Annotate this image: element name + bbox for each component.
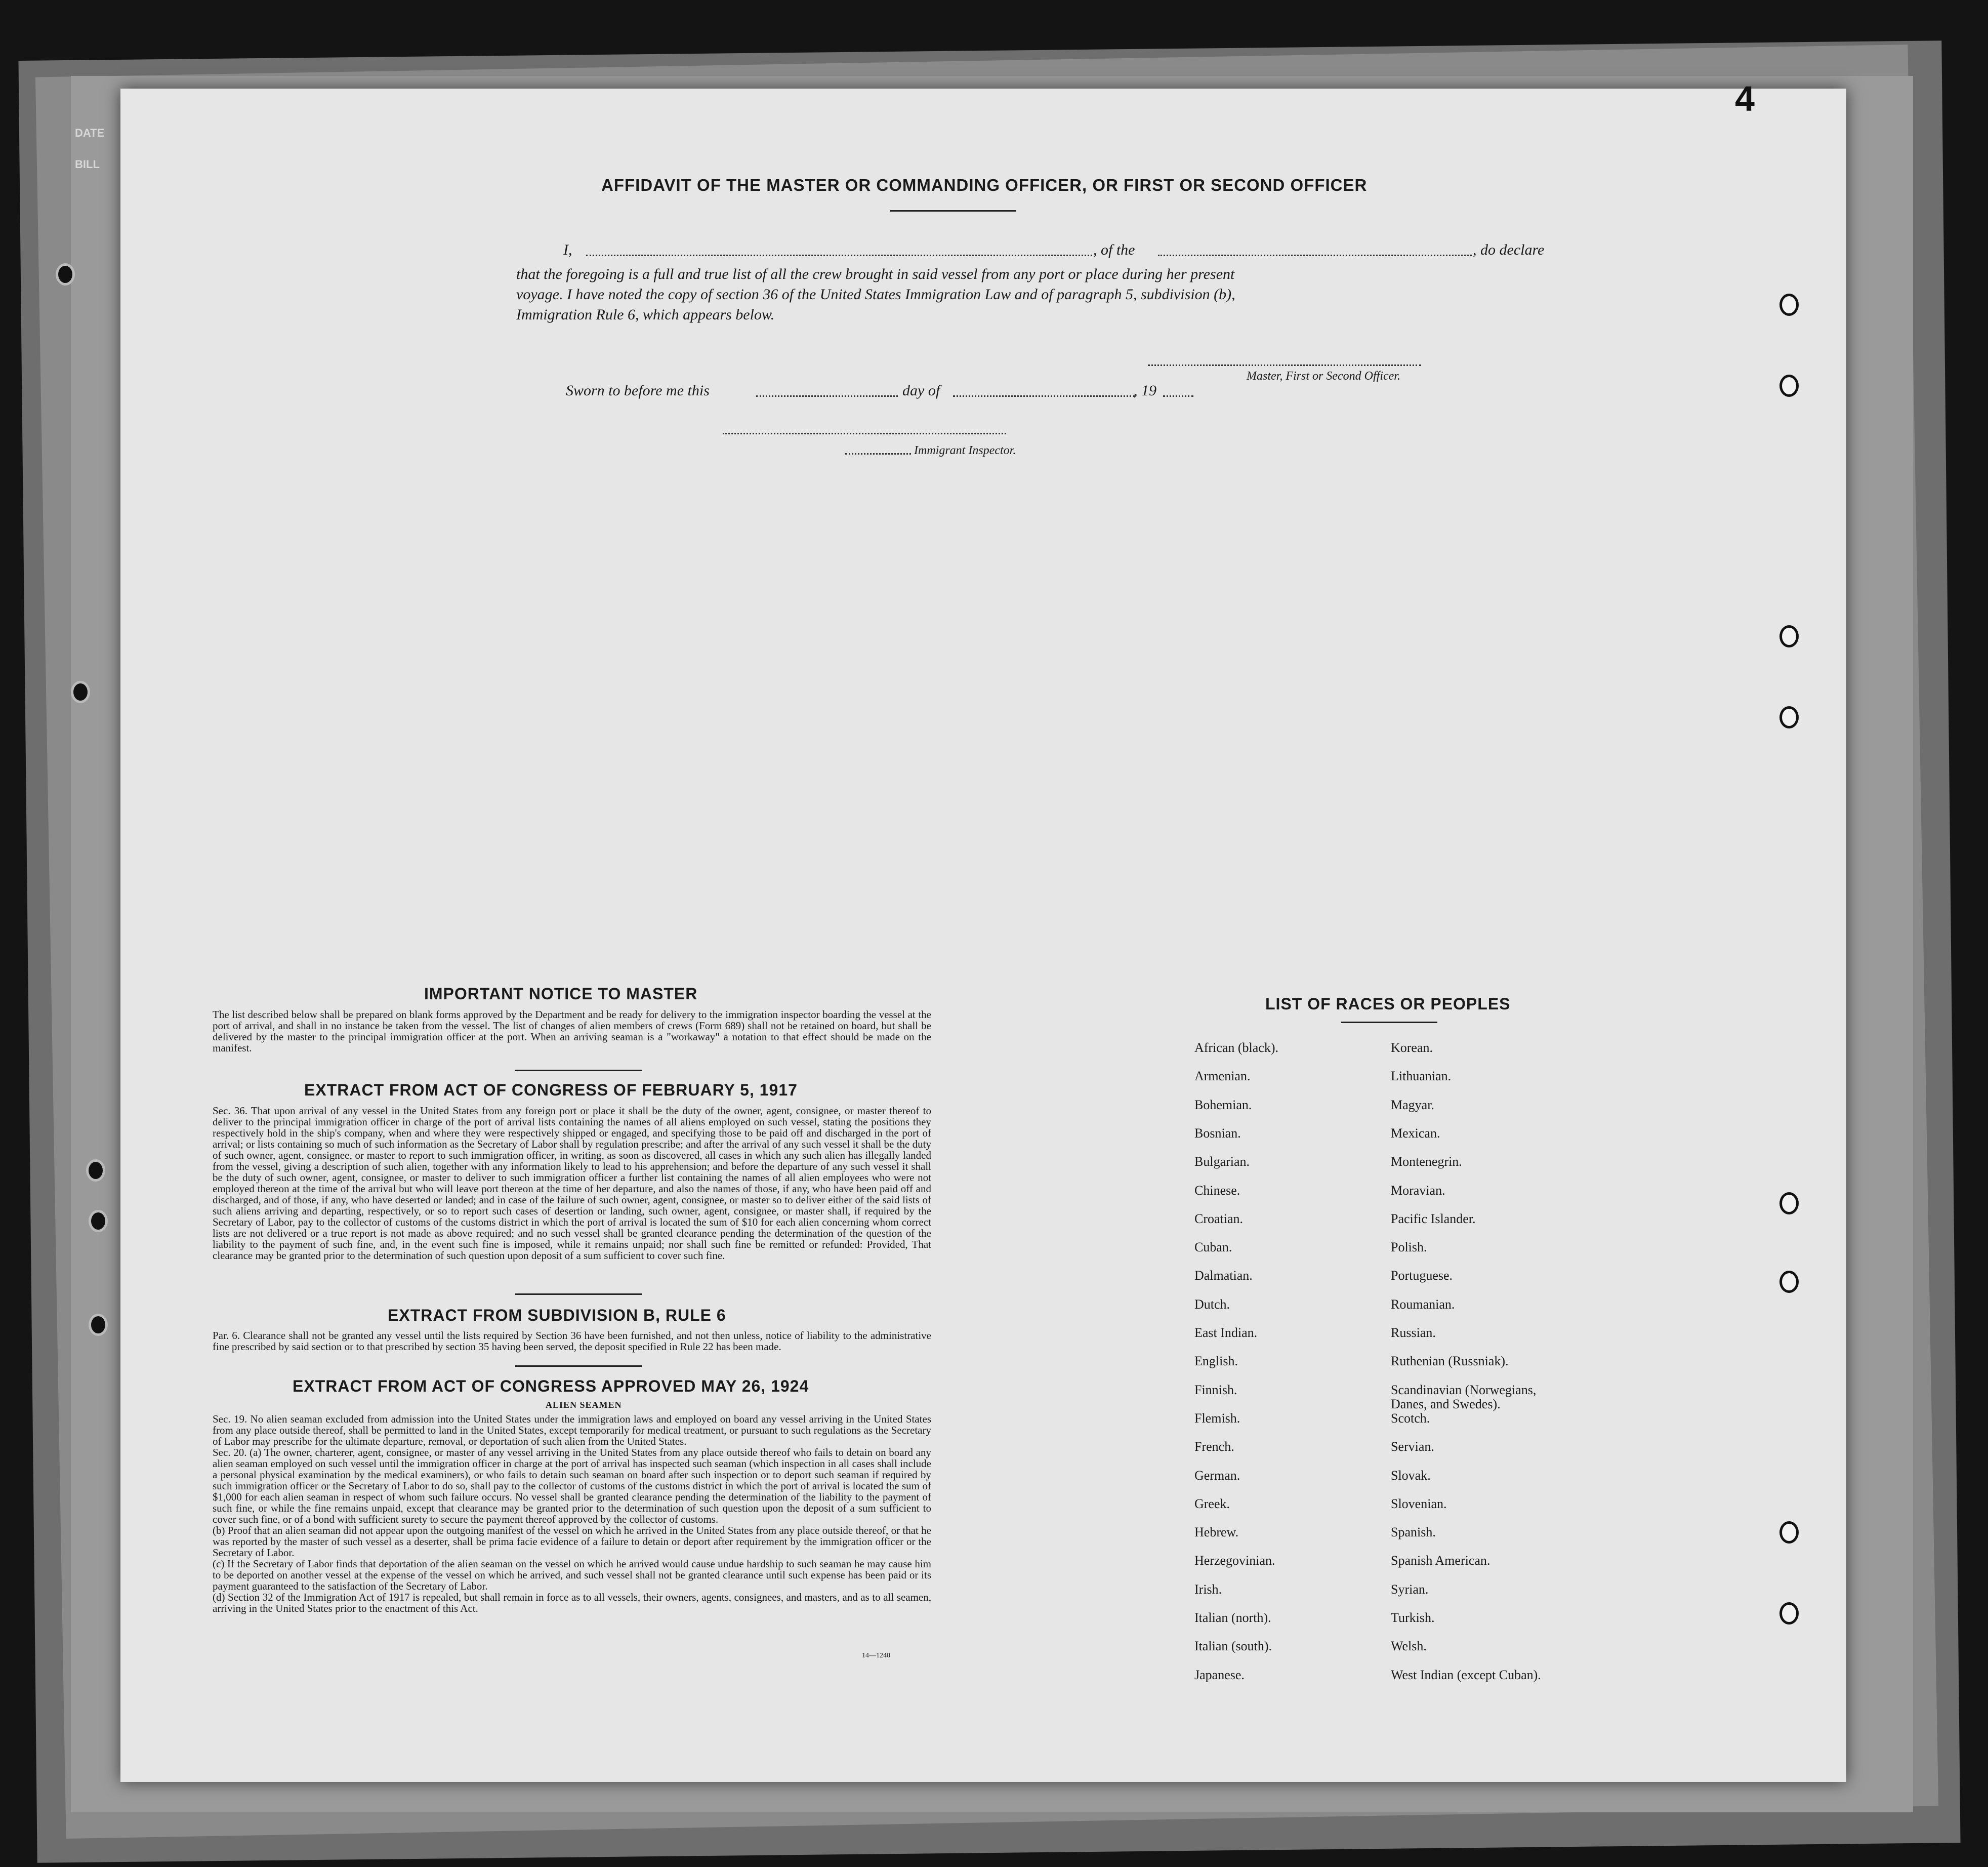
binder-hole (1779, 1271, 1799, 1293)
race-item: African (black). (1194, 1040, 1279, 1055)
races-rule (1341, 1022, 1437, 1023)
race-item: Ruthenian (Russniak). (1391, 1354, 1509, 1369)
affidavit-body-line-2: voyage. I have noted the copy of section 36 of the United States Immigration Law and of paragraph 5, subdivision (b), (516, 286, 1235, 303)
extract-1924-subtitle: ALIEN SEAMEN (546, 1400, 622, 1410)
binder-hole (1779, 375, 1799, 397)
race-item: Scotch. (1391, 1410, 1430, 1426)
race-item: Spanish American. (1391, 1553, 1490, 1568)
race-item: Syrian. (1391, 1581, 1429, 1597)
races-title: LIST OF RACES OR PEOPLES (1265, 995, 1511, 1013)
sworn-month-blank (953, 395, 1135, 397)
inspector-signature-line (723, 433, 1006, 434)
race-item: Herzegovinian. (1194, 1553, 1275, 1568)
do-declare-label: , do declare (1473, 241, 1545, 258)
section-20d-paragraph: (d) Section 32 of the Immigration Act of 1917 is repealed, but shall remain in force as to all vessels, their owners, agents, consignees, and masters, and as to all seamen, arriving in the United States prior to the enactment of this Act. (213, 1591, 931, 1614)
race-item: Montenegrin. (1391, 1154, 1462, 1169)
affidavit-body-line-3: Immigration Rule 6, which appears below. (516, 306, 775, 323)
rule-6-title: EXTRACT FROM SUBDIVISION B, RULE 6 (388, 1306, 726, 1324)
notice-text: The list described below shall be prepared on blank forms approved by the Department and be ready for delivery to the immigration inspector boarding the vessel at the port of arrival, and shall in no instance be taken from the vessel. The list of changes of alien members of crews (Form 689) shall not be retained on board, but shall be delivered by the master to the principal immigration officer at the port. When an arriving seaman is a "workaway" a notation to that effect should be made on the manifest. (213, 1008, 931, 1054)
race-item: Lithuanian. (1391, 1069, 1452, 1084)
rule-6-text: Par. 6. Clearance shall not be granted any vessel until the lists required by Section 36 have been furnished, and not then unless, notice of liability to the administrative fine prescribed by said section or to that prescribed by section 35 having been served, the deposit specified in Rule 22 has been made. (213, 1329, 931, 1353)
race-item: Finnish. (1194, 1382, 1237, 1397)
notice-rule (515, 1070, 642, 1071)
section-20c-paragraph: (c) If the Secretary of Labor finds that deportation of the alien seaman on the vessel on which he arrived would cause undue hardship to such seaman he may cause him to be deported on another vessel at the expense of the vessel on which he arrived, and such vessel shall not be granted clearance until such expense has been paid or its payment guaranteed to the satisfaction of the Secretary of Labor. (213, 1558, 931, 1592)
form-number: 14—1240 (862, 1652, 890, 1659)
race-item: Russian. (1391, 1325, 1436, 1340)
inspector-short-line (845, 453, 911, 455)
affidavit-body-line-1: that the foregoing is a full and true list of all the crew brought in said vessel from any port or place during her present (516, 266, 1235, 282)
race-item: Spanish. (1391, 1525, 1436, 1540)
affidavit-i-label: I, (563, 241, 572, 258)
notice-title: IMPORTANT NOTICE TO MASTER (424, 985, 698, 1003)
binder-hole (1779, 1521, 1799, 1544)
extract-1917-rule (515, 1293, 642, 1295)
affidavit-form-page (120, 79, 1846, 1782)
race-item: Italian (south). (1194, 1639, 1272, 1654)
race-item: Chinese. (1194, 1183, 1240, 1198)
race-item: Slovak. (1391, 1468, 1431, 1483)
race-item: Greek. (1194, 1496, 1230, 1511)
race-item: Croatian. (1194, 1211, 1244, 1226)
race-item: Bohemian. (1194, 1097, 1252, 1112)
race-item: Polish. (1391, 1240, 1427, 1255)
race-item: Pacific Islander. (1391, 1211, 1476, 1226)
vessel-blank (1158, 255, 1472, 256)
binder-hole (86, 1159, 105, 1182)
race-item: Danes, and Swedes). (1391, 1396, 1501, 1411)
binder-hole (1779, 1192, 1799, 1214)
year-blank (1163, 395, 1193, 397)
race-item: Roumanian. (1391, 1296, 1455, 1312)
sworn-day-blank (756, 395, 898, 397)
extract-1917-title: EXTRACT FROM ACT OF CONGRESS OF FEBRUARY 5, 1917 (304, 1081, 798, 1099)
race-item: Turkish. (1391, 1610, 1435, 1625)
race-item: Magyar. (1391, 1097, 1434, 1112)
bill-edge-label: BILL (75, 158, 100, 171)
binder-hole (1779, 706, 1799, 728)
sworn-label: Sworn to before me this (566, 382, 710, 399)
binder-hole (1779, 625, 1799, 647)
race-item: Irish. (1194, 1581, 1222, 1597)
race-item: Moravian. (1391, 1183, 1445, 1198)
race-item: Bulgarian. (1194, 1154, 1250, 1169)
page-number: 4 (1735, 79, 1755, 118)
inspector-label: Immigrant Inspector. (914, 444, 1016, 457)
race-item: Japanese. (1194, 1667, 1245, 1682)
master-signature-line (1148, 364, 1421, 366)
race-item: East Indian. (1194, 1325, 1258, 1340)
race-item: Hebrew. (1194, 1525, 1239, 1540)
title-rule (890, 210, 1016, 212)
extract-1924-text (213, 1413, 931, 1614)
race-item: Servian. (1391, 1439, 1434, 1454)
race-item: Bosnian. (1194, 1125, 1241, 1141)
section-20b-paragraph: (b) Proof that an alien seaman did not appear upon the outgoing manifest of the vessel on which he arrived in the United States from any place outside thereof, or that he was reported by the master of such vessel as a deserter, shall be prima facie evidence of a failure to detain or deport after requirement by the immigration officer or the Secretary of Labor. (213, 1524, 931, 1559)
race-item: Dalmatian. (1194, 1268, 1253, 1283)
race-item: Welsh. (1391, 1639, 1427, 1654)
name-blank (586, 255, 1092, 256)
binder-hole (89, 1314, 108, 1336)
master-signature-label: Master, First or Second Officer. (1247, 370, 1400, 383)
section-19-paragraph: Sec. 19. No alien seaman excluded from admission into the United States under the immigration laws and employed on board any vessel arriving in the United States from any place outside thereof, shall be permitted to land in the United States, except temporarily for medical treatment, or pursuant to such regulations as the Secretary of Labor may prescribe for the ultimate departure, removal, or deportation of such alien from the United States. (213, 1413, 931, 1447)
race-item: West Indian (except Cuban). (1391, 1667, 1541, 1682)
race-item: Dutch. (1194, 1296, 1230, 1312)
race-item: Korean. (1391, 1040, 1433, 1055)
of-the-label: , of the (1093, 241, 1135, 258)
date-edge-label: DATE (75, 127, 105, 139)
race-item: German. (1194, 1468, 1240, 1483)
extract-1917-text: Sec. 36. That upon arrival of any vessel in the United States from any foreign port or place it shall be the duty of the owner, agent, consignee, or master thereof to deliver to the principal immigration officer in charge of the port of arrival lists containing the names of all aliens employed on such vessel, stating the positions they respectively hold in the ship's company, when and where they were respectively shipped or engaged, and specifying those to be paid off and discharged in the port of arrival; or lists containing so much of such information as the Secretary of Labor shall by regulation prescribe; and after the arrival of any such vessel it shall be the duty of such owner, agent, consignee, or master to report to such immigration officer, in writing, as soon as discovered, all cases in which any such alien has illegally landed from the vessel, giving a description of such alien, together with any information likely to lead to his apprehension; and before the departure of any such vessel it shall be the duty of such owner, agent, consignee, or master to deliver to such immigration officer a further list containing the names of all alien employees who were not employed thereon at the time of the arrival but who will leave port thereon at the time of her departure, and also the names of those, if any, who have been paid off and discharged, and of those, if any, who have deserted or landed; and in case of the failure of such owner, agent, consignee, or master so to deliver either of the said lists of such aliens arriving and departing, respectively, or so to report such cases of desertion or landing, such owner, agent, consignee, or master shall, if required by the Secretary of Labor, pay to the collector of customs of the customs district in which the port of arrival is located the sum of $10 for each alien concerning whom correct lists are not delivered or a true report is not made as above required; and no such vessel shall be granted clearance pending the determination of the question of the liability to the payment of such fine, and, in the event such fine is imposed, while it remains unpaid; nor shall such fine be remitted or refunded: Provided, That clearance may be granted prior to the determination of such question upon deposit of a sum sufficient to cover such fine. (213, 1105, 931, 1262)
extract-1924-title: EXTRACT FROM ACT OF CONGRESS APPROVED MAY 26, 1924 (293, 1377, 809, 1395)
binder-hole (1779, 1602, 1799, 1625)
section-20a-paragraph: Sec. 20. (a) The owner, charterer, agent, consignee, or master of any vessel arriving in the United States from any place outside thereof who fails to detain on board any alien seaman employed on such vessel until the immigration officer in charge at the port of arrival has inspected such seaman (which inspection in all cases shall include a personal physical examination by the medical examiners), or who fails to detain such seaman on board after such inspection or to deport such seaman if required by such immigration officer or the Secretary of Labor to do so, shall pay to the collector of customs of the customs district in which the port of arrival is located the sum of $1,000 for each alien seaman in respect of whom such failure occurs. No vessel shall be granted clearance pending the determination of the liability to the payment of such fine, or while the fine remains unpaid, except that clearance may be granted prior to the determination of such question upon the deposit of a sum sufficient to cover such fine, or of a bond with sufficient surety to secure the payment thereof approved by the collector of customs. (213, 1446, 931, 1525)
race-item: French. (1194, 1439, 1234, 1454)
race-item: Mexican. (1391, 1125, 1440, 1141)
race-item: Armenian. (1194, 1069, 1251, 1084)
binder-hole (89, 1210, 108, 1232)
race-item: Cuban. (1194, 1240, 1232, 1255)
year-label: , 19 (1134, 382, 1156, 399)
race-item: Portuguese. (1391, 1268, 1453, 1283)
rule-6-rule (515, 1365, 642, 1367)
day-of-label: day of (902, 382, 940, 399)
binder-hole (1779, 294, 1799, 316)
race-item: Slovenian. (1391, 1496, 1447, 1511)
binder-hole (71, 681, 90, 703)
race-item: Flemish. (1194, 1410, 1240, 1426)
affidavit-title: AFFIDAVIT OF THE MASTER OR COMMANDING OFFICER, OR FIRST OR SECOND OFFICER (601, 176, 1368, 194)
race-item: Italian (north). (1194, 1610, 1271, 1625)
race-item: Scandinavian (Norwegians, (1391, 1382, 1537, 1397)
race-item: English. (1194, 1354, 1238, 1369)
binder-hole (56, 263, 75, 286)
